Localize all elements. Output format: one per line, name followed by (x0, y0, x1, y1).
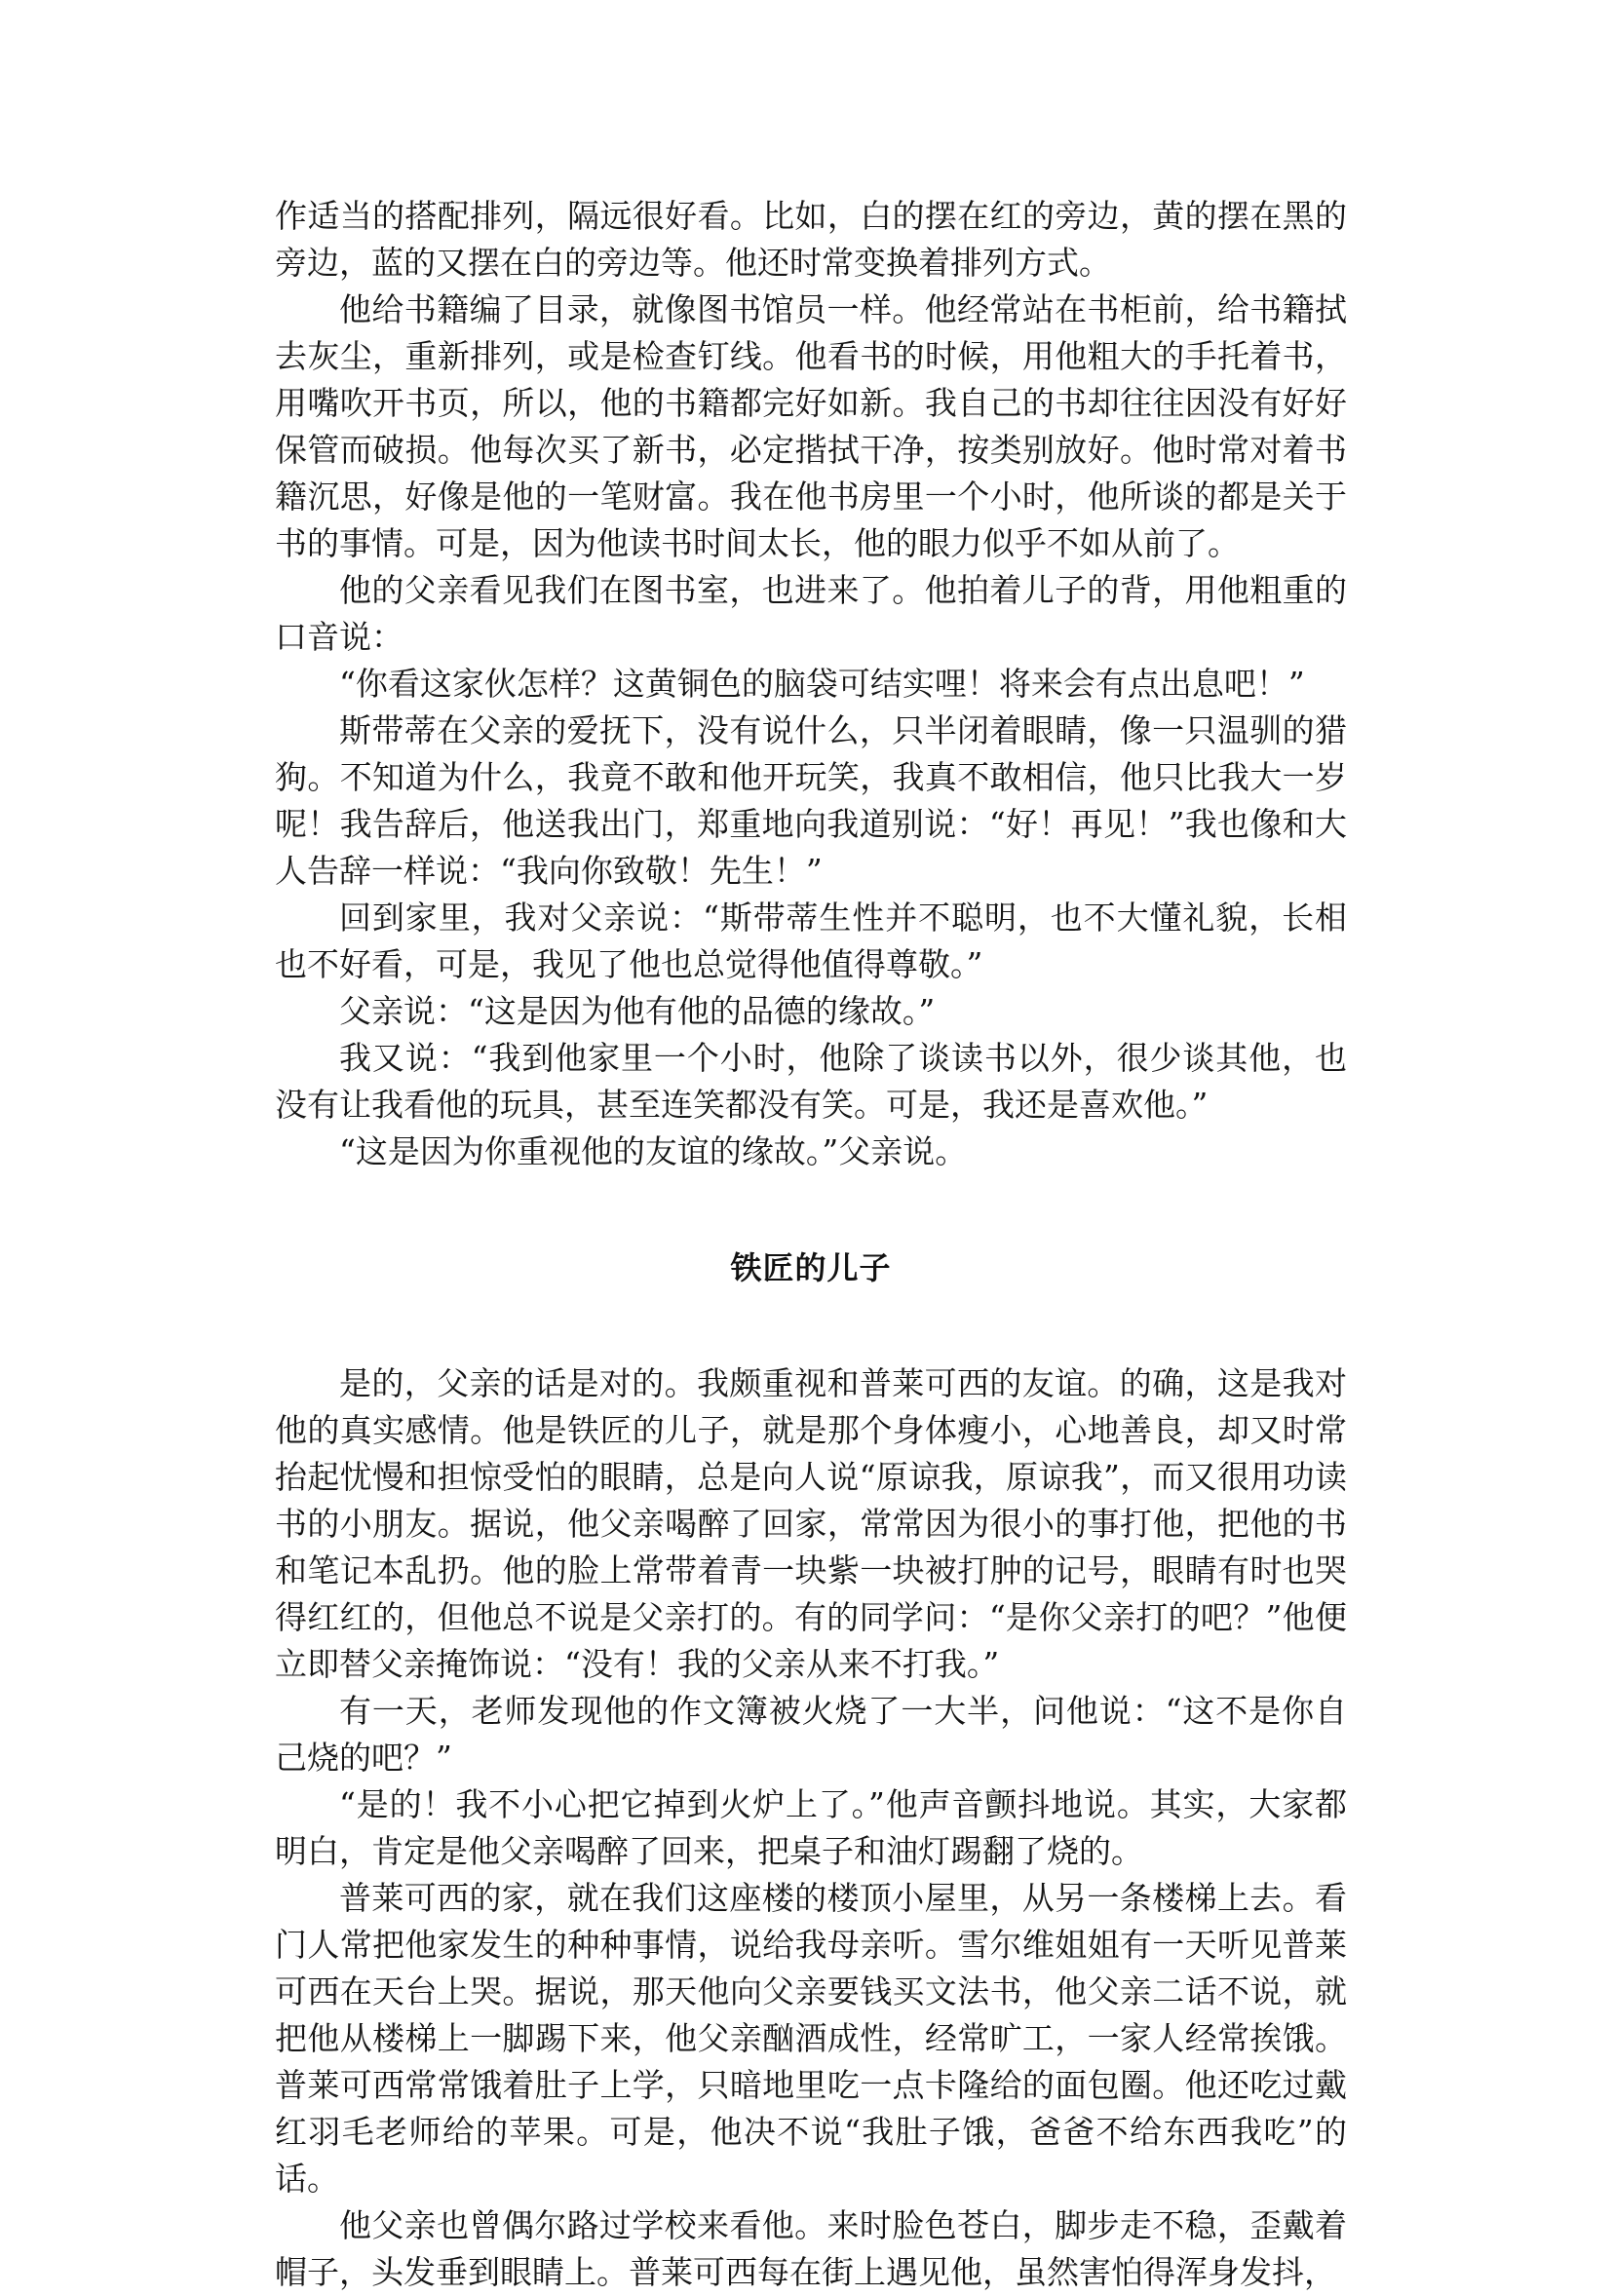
paragraph: 他的父亲看见我们在图书室，也进来了。他拍着儿子的背，用他粗重的口音说： (275, 571, 1347, 656)
section-title: 铁匠的儿子 (730, 1249, 892, 1286)
paragraph: 回到家里，我对父亲说：“斯带蒂生性并不聪明，也不大懂礼貌，长相也不好看，可是，我见了他也总觉得他值得尊敬。” (275, 899, 1347, 983)
paragraph: 他给书籍编了目录，就像图书馆员一样。他经常站在书柜前，给书籍拭去灰尘，重新排列，或是检查钉线。他看书的时候，用他粗大的手托着书，用嘴吹开书页，所以，他的书籍都完好如新。我自己的书却往往因没有好好保管而破损。他每次买了新书，必定揩拭干净，按类别放好。他时常对着书籍沉思，好像是他的一笔财富。我在他书房里一个小时，他所谈的都是关于书的事情。可是，因为他读书时间太长，他的眼力似乎不如从前了。 (275, 290, 1347, 562)
paragraph: 我又说：“我到他家里一个小时，他除了谈读书以外，很少谈其他，也没有让我看他的玩具，甚至连笑都没有笑。可是，我还是喜欢他。” (275, 1039, 1347, 1124)
paragraph-continued: 作适当的搭配排列，隔远很好看。比如，白的摆在红的旁边，黄的摆在黑的旁边，蓝的又摆在白的旁边等。他还时常变换着排列方式。 (275, 197, 1347, 282)
paragraph-quote: “是的！我不小心把它掉到火炉上了。”他声音颤抖地说。其实，大家都明白，肯定是他父亲喝醉了回来，把桌子和油灯踢翻了烧的。 (275, 1785, 1347, 1870)
paragraph: 有一天，老师发现他的作文簿被火烧了一大半，问他说：“这不是你自己烧的吧？” (275, 1692, 1347, 1777)
paragraph: 普莱可西的家，就在我们这座楼的楼顶小屋里，从另一条楼梯上去。看门人常把他家发生的种种事情，说给我母亲听。雪尔维姐姐有一天听见普莱可西在天台上哭。据说，那天他向父亲要钱买文法书，他父亲二话不说，就把他从楼梯上一脚踢下来，他父亲酗酒成性，经常旷工，一家人经常挨饿。普莱可西常常饿着肚子上学，只暗地里吃一点卡隆给的面包圈。他还吃过戴红羽毛老师给的苹果。可是，他决不说“我肚子饿，爸爸不给东西我吃”的话。 (275, 1879, 1347, 2198)
document-body (275, 193, 1347, 2296)
paragraph-quote: “你看这家伙怎样？这黄铜色的脑袋可结实哩！将来会有点出息吧！” (339, 665, 1305, 703)
paragraph-continues: 他父亲也曾偶尔路过学校来看他。来时脸色苍白，脚步走不稳，歪戴着帽子，头发垂到眼睛上。普莱可西每在街上遇见他，虽然害怕得浑身发抖， (275, 2206, 1347, 2291)
paragraph: 是的，父亲的话是对的。我颇重视和普莱可西的友谊。的确，这是我对他的真实感情。他是铁匠的儿子，就是那个身体瘦小，心地善良，却又时常抬起忧慢和担惊受怕的眼睛，总是向人说“原谅我，原谅我”，而又很用功读书的小朋友。据说，他父亲喝醉了回家，常常因为很小的事打他，把他的书和笔记本乱扔。他的脸上常带着青一块紫一块被打肿的记号，眼睛有时也哭得红红的，但他总不说是父亲打的。有的同学问：“是你父亲打的吧？”他便立即替父亲掩饰说：“没有！我的父亲从来不打我。” (275, 1364, 1347, 1683)
paragraph-quote: “这是因为你重视他的友谊的缘故。”父亲说。 (339, 1132, 968, 1170)
paragraph: 父亲说：“这是因为他有他的品德的缘故。” (339, 992, 936, 1030)
paragraph: 斯带蒂在父亲的爱抚下，没有说什么，只半闭着眼睛，像一只温驯的猎狗。不知道为什么，我竟不敢和他开玩笑，我真不敢相信，他只比我大一岁呢！我告辞后，他送我出门，郑重地向我道别说：“好！再见！”我也像和大人告辞一样说：“我向你致敬！先生！” (275, 711, 1347, 890)
